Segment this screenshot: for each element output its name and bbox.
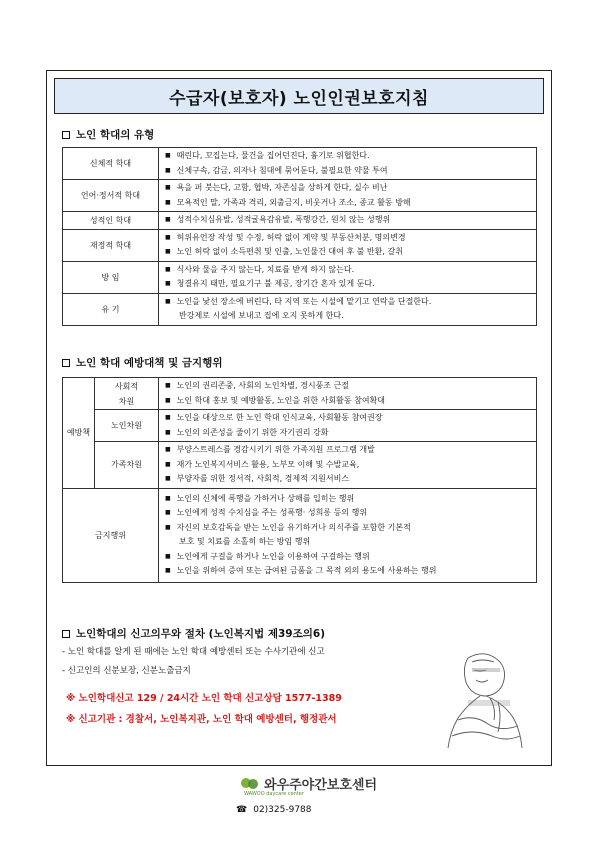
report-line-1: - 노인 학대를 알게 된 때에는 노인 학대 예방센터 또는 수사기관에 신고 — [62, 647, 325, 657]
bullet-text: 청결유지 태만, 필요기구 불 제공, 장기간 혼자 있게 둔다. — [176, 279, 375, 288]
bullet-icon: ■ — [165, 428, 171, 436]
bullet-icon: ■ — [165, 414, 171, 421]
bullet-text: 노인에게 성적 수치심을 주는 성폭행· 성희롱 등의 행위 — [176, 508, 368, 517]
bullet-item — [165, 506, 530, 521]
bullet-item — [165, 550, 530, 565]
row-content — [159, 180, 537, 212]
bullet-text: 모욕적인 말, 가족과 격리, 외출금지, 비웃거나 조소, 종교 활동 방해 — [176, 197, 411, 207]
row-label: 성적인 학대 — [63, 212, 159, 230]
section1-heading — [62, 127, 154, 142]
square-bullet-icon — [62, 630, 70, 638]
bullet-icon: ■ — [165, 280, 171, 287]
bullet-text: 욕을 퍼 붓는다, 고함, 협박, 자존심을 상하게 한다, 실수 비난 — [176, 183, 388, 192]
bullet-text: 노인 허락 없이 소득편취 및 인출, 노인물건 대여 후 불 반환, 갈취 — [176, 247, 403, 256]
bullet-icon: ■ — [165, 216, 171, 223]
title-banner — [54, 78, 544, 114]
row-label: 재정적 학대 — [63, 229, 159, 261]
row-content — [159, 212, 537, 230]
table-row — [63, 212, 537, 230]
bullet-item — [165, 181, 530, 196]
bullet-text: 부양자를 위한 정서적, 사회적, 경제적 지원서비스 — [176, 474, 350, 483]
bullet-text: 노인 학대 홍보 및 예방활동, 노인을 위한 사회활동 참여확대 — [176, 395, 386, 405]
bullet-icon: ■ — [165, 509, 171, 516]
bullet-item — [165, 196, 530, 211]
ban-content — [159, 488, 537, 582]
bullet-item — [165, 149, 530, 164]
table-row — [63, 488, 537, 582]
bullet-icon: ■ — [165, 248, 171, 255]
bullet-text: 허위유언장 작성 및 수정, 허락 없이 계약 및 부동산처분, 명의변경 — [176, 232, 406, 242]
bullet-item — [165, 458, 530, 473]
hotline-notice: ※ 노인학대신고 129 / 24시간 노인 학대 신고상담 1577-1389 — [66, 693, 342, 704]
row-label: 유 기 — [63, 293, 159, 325]
section1-heading-text: 노인 학대의 유형 — [76, 129, 155, 141]
bullet-icon: ■ — [165, 460, 171, 468]
table-row — [63, 261, 537, 293]
bullet-icon: ■ — [165, 523, 171, 531]
bullet-item — [165, 426, 530, 441]
bullet-text: 노인의 신체에 폭행을 가하거나 상해를 입히는 행위 — [176, 493, 355, 503]
abuse-types-table — [62, 147, 537, 326]
bullet-item — [165, 492, 530, 507]
bullet-icon: ■ — [165, 475, 171, 482]
bullet-icon: ■ — [165, 184, 171, 191]
row-content — [159, 293, 537, 325]
bullet-icon: ■ — [165, 494, 171, 502]
bullet-item — [165, 379, 530, 394]
bullet-icon: ■ — [165, 152, 171, 159]
page-title: 수급자(보호자) 노인인권보호지침 — [169, 88, 429, 109]
bullet-item — [165, 411, 530, 426]
continuation-text: 반강제로 시설에 보내고 집에 오지 못하게 한다. — [179, 311, 344, 320]
bullet-text: 식사와 물을 주지 않는다, 치료를 받게 하지 않는다. — [176, 264, 355, 274]
bullet-item — [165, 213, 530, 228]
row-label: 신체적 학대 — [63, 148, 159, 180]
section2-heading-text: 노인 학대 예방대책 및 금지행위 — [76, 357, 223, 369]
prevention-table — [62, 377, 537, 583]
bullet-icon: ■ — [165, 233, 171, 241]
bullet-icon: ■ — [165, 552, 171, 560]
bullet-text: 노인을 낯선 장소에 버린다, 타 지역 또는 시설에 맡기고 연락을 단절한다. — [176, 296, 432, 306]
table-row — [63, 180, 537, 212]
square-bullet-icon — [62, 131, 70, 139]
row-label-line: 가족차원 — [111, 460, 142, 470]
report-line-2: - 신고인의 신분보장, 신분노출금지 — [62, 666, 191, 676]
table-row — [63, 229, 537, 261]
logo-text: 와우주야간보호센터 — [264, 778, 378, 793]
bullet-text: 노인에게 구걸을 하거나 노인을 이용하여 구걸하는 행위 — [176, 551, 370, 561]
table-row — [63, 442, 537, 489]
logo-icon — [240, 776, 260, 792]
bullet-text: 노인의 권리존중, 사회의 노인차별, 경시풍조 근절 — [176, 381, 350, 390]
row-content — [159, 229, 537, 261]
continuation-text: 보호 및 치료를 소홀히 하는 방임 행위 — [179, 537, 311, 546]
bullet-item — [165, 231, 530, 246]
phone-icon: ☎ — [236, 805, 248, 815]
agencies-notice: ※ 신고기관 : 경찰서, 노인복지관, 노인 학대 예방센터, 행정관서 — [66, 714, 337, 725]
phone-contact — [236, 805, 312, 815]
bullet-item — [165, 472, 530, 487]
bullet-icon: ■ — [165, 198, 171, 206]
row-content — [159, 261, 537, 293]
row-label-line: 노인차원 — [111, 421, 142, 430]
row-content — [159, 410, 537, 442]
bullet-icon: ■ — [165, 567, 171, 574]
table-row — [63, 293, 537, 325]
bullet-text: 재가 노인복지서비스 활용, 노부모 이해 및 수발교육, — [176, 459, 360, 469]
bullet-icon: ■ — [165, 446, 171, 453]
bullet-icon: ■ — [165, 396, 171, 404]
row-label: 언어·정서적 학대 — [63, 180, 159, 212]
bullet-text: 부양스트레스를 경감시키기 위한 가족지원 프로그램 개발 — [176, 445, 375, 454]
row-label: 방 임 — [63, 261, 159, 293]
bullet-item — [165, 443, 530, 458]
row-label-line: 사회적 — [114, 381, 139, 391]
ban-label: 금지행위 — [63, 488, 159, 582]
bullet-icon: ■ — [165, 265, 171, 273]
row-content — [159, 378, 537, 410]
bullet-text: 노인을 위하여 증여 또는 급여된 금품을 그 목적 외의 용도에 사용하는 행위 — [176, 566, 437, 575]
bullet-text: 노인을 대상으로 한 노인 학대 인식교육, 사회활동 참여권장 — [176, 413, 383, 422]
table-row — [63, 410, 537, 442]
section3-heading — [62, 626, 325, 641]
row-content — [159, 442, 537, 489]
bullet-item — [165, 263, 530, 278]
bullet-icon: ■ — [165, 297, 171, 305]
phone-number: 02)325-9788 — [253, 805, 312, 815]
row-label — [95, 442, 159, 489]
square-bullet-icon — [62, 359, 70, 367]
row-label — [95, 378, 159, 410]
elderly-sketch-icon — [428, 640, 538, 750]
bullet-text: 성적수치심유발, 성적굴욕감유발, 폭행강간, 원치 않는 성행위 — [176, 215, 391, 224]
bullet-text: 때린다, 꼬집는다, 물건을 집어던진다, 흉기로 위협한다. — [176, 151, 370, 160]
bullet-item — [165, 394, 530, 409]
bullet-text: 자신의 보호감독을 받는 노인을 유기하거나 의식주를 포함한 기본적 — [176, 522, 411, 532]
bullet-item — [165, 295, 530, 310]
section2-heading — [62, 355, 222, 370]
logo-subtitle: WAWOO daycare center — [244, 791, 304, 797]
bullet-icon: ■ — [165, 166, 171, 174]
bullet-item — [165, 277, 530, 292]
row-label-line: 차원 — [118, 396, 135, 406]
bullet-item — [165, 564, 530, 579]
bullet-item — [165, 164, 530, 179]
row-label — [95, 410, 159, 442]
bullet-text: 노인의 의존성을 줄이기 위한 자기권리 강화 — [176, 427, 329, 437]
bullet-item — [165, 521, 530, 536]
bullet-item — [165, 245, 530, 260]
row-content — [159, 148, 537, 180]
table-row — [63, 378, 537, 410]
bullet-text: 신체구속, 감금, 의자나 침대에 묶어둔다, 불필요한 약물 투여 — [176, 165, 388, 175]
group-label: 예방책 — [63, 378, 95, 489]
bullet-icon: ■ — [165, 382, 171, 389]
table-row — [63, 148, 537, 180]
section3-heading-text: 노인학대의 신고의무와 절차 (노인복지법 제39조의6) — [76, 628, 325, 640]
